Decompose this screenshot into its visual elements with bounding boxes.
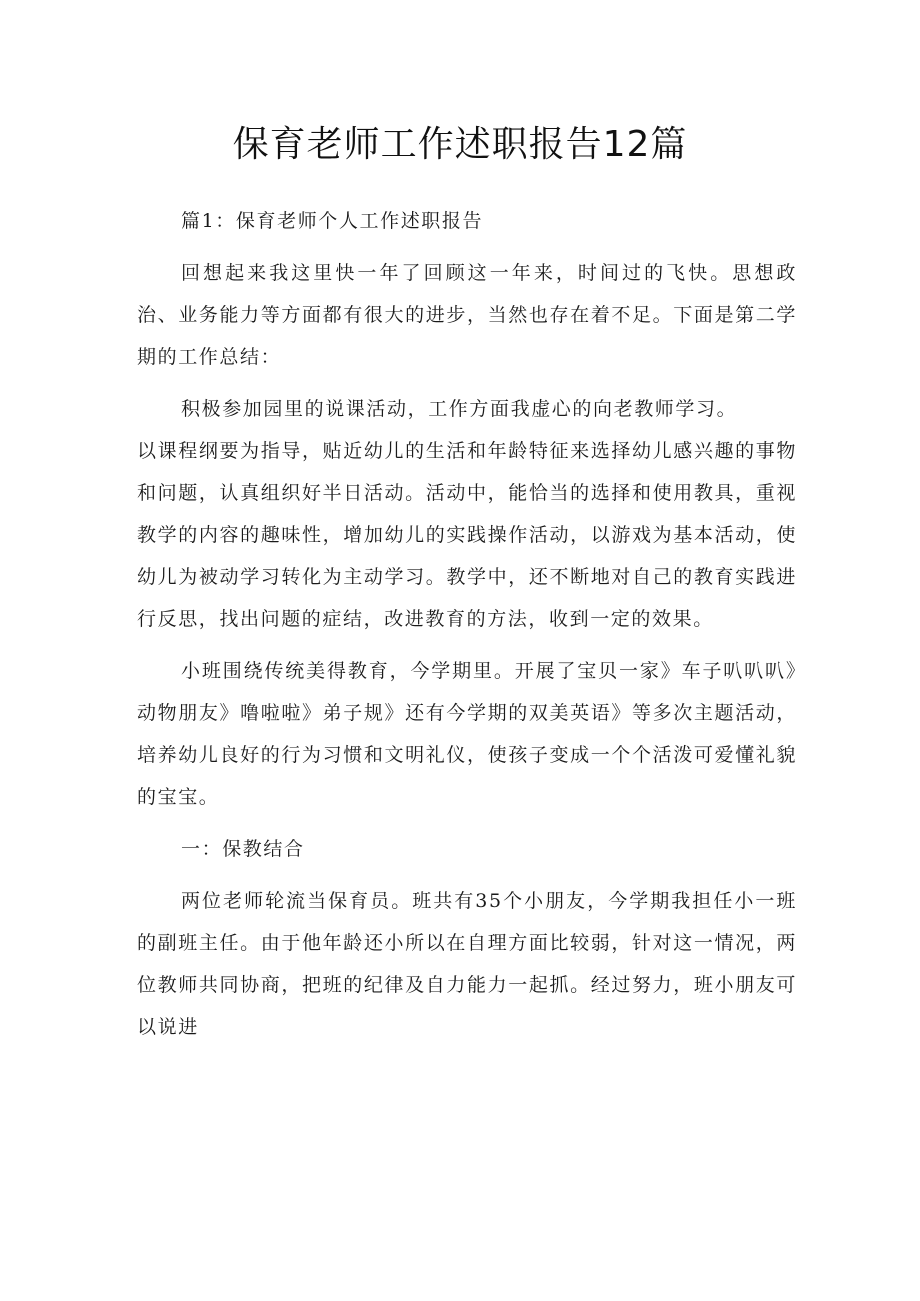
paragraph: 积极参加园里的说课活动，工作方面我虚心的向老教师学习。	[181, 398, 738, 420]
paragraph: 以课程纲要为指导，贴近幼儿的生活和年龄特征来选择幼儿感兴趣的事物和问题，认真组织好半日活动。活动中，能恰当的选择和使用教具，重视教学的内容的趣味性，增加幼儿的实践操作活动，以游戏为基本活动，使幼儿为被动学习转化为主动学习。教学中，还不断地对自己的教育实践进行反思，找出问题的症结，改进教育的方法，收到一定的效果。	[137, 440, 797, 630]
subsection-heading: 一：保教结合	[181, 838, 305, 860]
document-body	[137, 200, 797, 1048]
paragraph: 回想起来我这里快一年了回顾这一年来，时间过的飞快。思想政治、业务能力等方面都有很大的进步，当然也存在着不足。下面是第二学期的工作总结：	[137, 262, 797, 368]
paragraph: 小班围绕传统美得教育，今学期里。开展了宝贝一家》车子叭叭叭》动物朋友》噜啦啦》弟子规》还有今学期的双美英语》等多次主题活动，培养幼儿良好的行为习惯和文明礼仪，使孩子变成一个个活泼可爱懂礼貌的宝宝。	[137, 660, 797, 808]
section-heading: 篇1：保育老师个人工作述职报告	[181, 210, 484, 232]
document-title: 保育老师工作述职报告12篇	[232, 124, 688, 165]
paragraph: 两位老师轮流当保育员。班共有35个小朋友，今学期我担任小一班的副班主任。由于他年龄还小所以在自理方面比较弱，针对这一情况，两位教师共同协商，把班的纪律及自力能力一起抓。经过努力，班小朋友可以说进	[137, 890, 797, 1038]
